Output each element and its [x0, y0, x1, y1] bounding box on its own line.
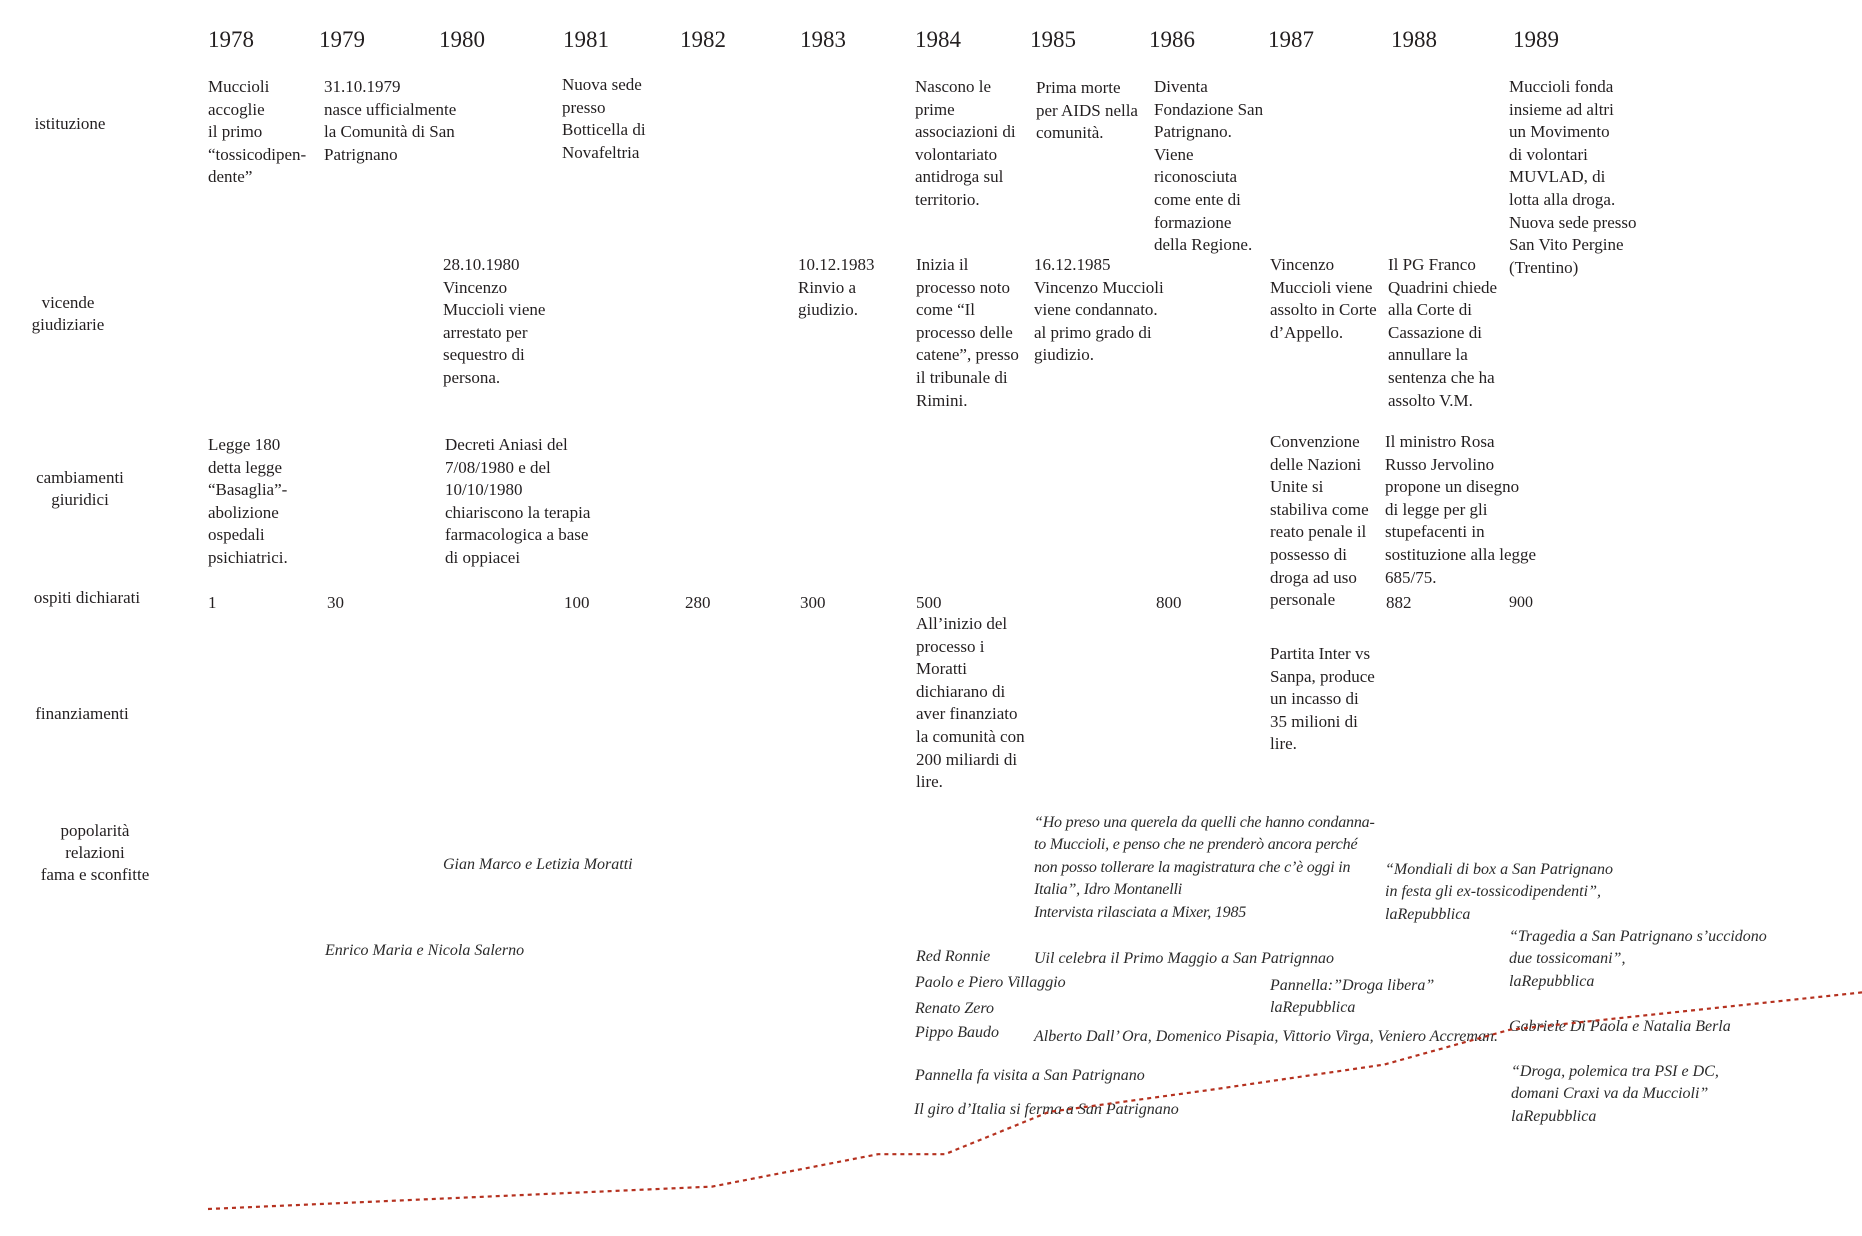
row-label-cambiamenti-giuridici: cambiamenti giuridici [36, 468, 124, 509]
year-1985: 1985 [1030, 27, 1076, 52]
pop-villaggio: Paolo e Piero Villaggio [915, 974, 1066, 991]
pop-montanelli-quote: “Ho preso una querela da quelli che hanno condanna- to Muccioli, e penso che ne prenderò ancora perché non posso tollerare la magistratura che c’è oggi in Italia”, Idro Montanelli Intervista rilasciata a Mixer, 1985 [1034, 814, 1375, 921]
row-label-popolarita: popolarità relazioni fama e sconfitte [40, 821, 150, 884]
trend-line [208, 992, 1862, 1209]
year-1987: 1987 [1268, 27, 1314, 52]
pop-dallora: Alberto Dall’ Ora, Domenico Pisapia, Vittorio Virga, Veniero Accreman. [1034, 1028, 1498, 1045]
istituzione-1985: Prima morte per AIDS nella comunità. [1036, 78, 1138, 143]
pop-renato-zero: Renato Zero [915, 1000, 994, 1017]
pop-salerno: Enrico Maria e Nicola Salerno [325, 942, 525, 959]
ospiti-1979: 30 [327, 593, 344, 612]
istituzione-1986: Diventa Fondazione San Patrignano. Viene riconosciuta come ente di formazione della Regione. [1154, 77, 1264, 255]
vicende-1980: 28.10.1980 Vincenzo Muccioli viene arrestato per sequestro di persona. [443, 255, 546, 387]
cambiamenti-1988: Il ministro Rosa Russo Jervolino propone un disegno di legge per gli stupefacenti in sostituzione alla legge 685/75. [1385, 432, 1537, 587]
vicende-1983: 10.12.1983 Rinvio a giudizio. [798, 255, 875, 320]
year-1986: 1986 [1149, 27, 1195, 52]
pop-pannella-visita: Pannella fa visita a San Patrignano [915, 1067, 1145, 1084]
year-1989: 1989 [1513, 27, 1559, 52]
pop-pannella-droga: Pannella:”Droga libera” laRepubblica [1270, 977, 1435, 1017]
year-1984: 1984 [915, 27, 961, 52]
row-label-finanziamenti: finanziamenti [35, 704, 129, 723]
ospiti-1983: 300 [800, 593, 826, 612]
year-1981: 1981 [563, 27, 609, 52]
year-1982: 1982 [680, 27, 726, 52]
vicende-1985: 16.12.1985 Vincenzo Muccioli viene condannato. al primo grado di giudizio. [1034, 255, 1164, 365]
pop-red-ronnie: Red Ronnie [916, 948, 991, 965]
finanziamenti-1987: Partita Inter vs Sanpa, produce un incasso di 35 milioni di lire. [1270, 644, 1375, 754]
istituzione-1978: Muccioli accoglie il primo “tossicodipen- dente” [208, 77, 307, 187]
pop-tragedia: “Tragedia a San Patrignano s’uccidono due tossicomani”, laRepubblica [1509, 928, 1767, 990]
vicende-1984: Inizia il processo noto come “Il processo delle catene”, presso il tribunale di Rimini. [916, 255, 1019, 410]
istituzione-1984: Nascono le prime associazioni di volontariato antidroga sul territorio. [915, 77, 1016, 209]
ospiti-1988: 882 [1386, 593, 1412, 612]
istituzione-1979: 31.10.1979 nasce ufficialmente la Comunità di San Patrignano [324, 77, 457, 164]
year-1980: 1980 [439, 27, 485, 52]
istituzione-1989: Muccioli fonda insieme ad altri un Movimento di volontari MUVLAD, di lotta alla droga. Nuova sede presso San Vito Pergine (Trentino) [1509, 77, 1637, 277]
vicende-1988: Il PG Franco Quadrini chiede alla Corte di Cassazione di annullare la sentenza che ha assolto V.M. [1388, 255, 1498, 410]
year-1979: 1979 [319, 27, 365, 52]
cambiamenti-1987: Convenzione delle Nazioni Unite si stabiliva come reato penale il possesso di droga ad uso personale [1270, 432, 1369, 610]
cambiamenti-1978: Legge 180 detta legge “Basaglia”- abolizione ospedali psichiatrici. [208, 435, 288, 567]
cambiamenti-1980: Decreti Aniasi del 7/08/1980 e del 10/10/1980 chiariscono la terapia farmacologica a base di oppiacei [445, 435, 591, 567]
year-1983: 1983 [800, 27, 846, 52]
year-1988: 1988 [1391, 27, 1437, 52]
ospiti-1986: 800 [1156, 593, 1182, 612]
ospiti-1978: 1 [208, 593, 217, 612]
finanziamenti-1984: All’inizio del processo i Moratti dichiarano di aver finanziato la comunità con 200 miliardi di lire. [916, 614, 1025, 792]
pop-giro-italia: Il giro d’Italia si ferma a San Patrignano [914, 1101, 1179, 1118]
pop-moratti: Gian Marco e Letizia Moratti [443, 856, 633, 873]
ospiti-1982: 280 [685, 593, 711, 612]
pop-mondiali-box: “Mondiali di box a San Patrignano in festa gli ex-tossicodipendenti”, laRepubblica [1385, 861, 1613, 923]
row-label-istituzione: istituzione [34, 114, 106, 133]
vicende-1987: Vincenzo Muccioli viene assolto in Corte d’Appello. [1270, 255, 1377, 342]
pop-uil: Uil celebra il Primo Maggio a San Patrignnao [1034, 950, 1334, 967]
row-label-vicende-giudiziarie: vicende giudiziarie [31, 293, 105, 334]
pop-pippo-baudo: Pippo Baudo [915, 1024, 999, 1041]
pop-dipaola-berla: Gabriele Di Paola e Natalia Berla [1509, 1018, 1731, 1035]
year-1978: 1978 [208, 27, 254, 52]
ospiti-1981: 100 [564, 593, 590, 612]
row-label-ospiti-dichiarati: ospiti dichiarati [33, 588, 141, 607]
istituzione-1981: Nuova sede presso Botticella di Novafeltria [562, 75, 646, 162]
pop-psi-dc: “Droga, polemica tra PSI e DC, domani Craxi va da Muccioli” laRepubblica [1511, 1063, 1719, 1125]
ospiti-1984: 500 [916, 593, 942, 612]
ospiti-1989: 900 [1509, 594, 1533, 611]
